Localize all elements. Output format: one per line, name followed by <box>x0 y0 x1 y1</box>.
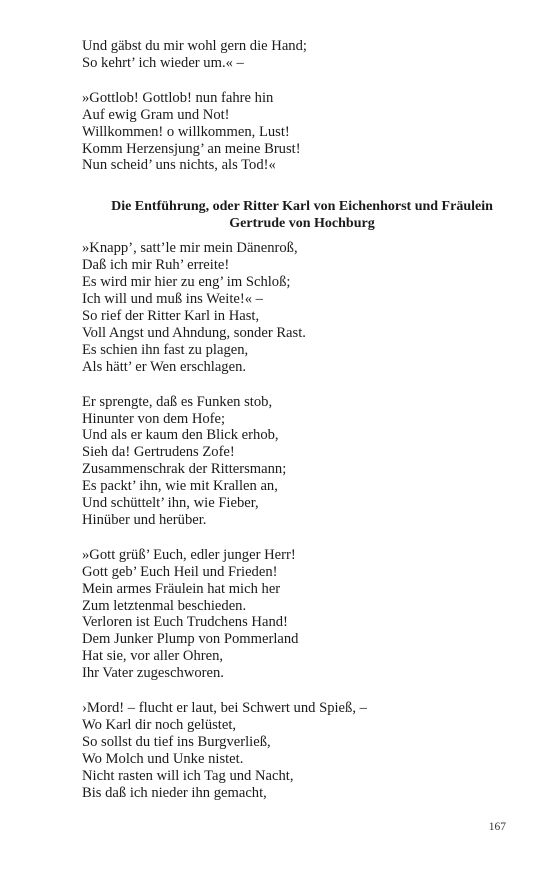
verse-line: Daß ich mir Ruh’ erreite! <box>82 257 230 274</box>
verse-line: Hat sie, vor aller Ohren, <box>82 648 224 665</box>
verse-line: Bis daß ich nieder ihn gemacht, <box>82 784 267 801</box>
verse-line: Ich will und muß ins Weite!« – <box>82 291 263 308</box>
verse-line: Komm Herzensjung’ an meine Brust! <box>82 140 301 157</box>
verse-line: Nicht rasten will ich Tag und Nacht, <box>82 767 294 784</box>
stanza-3 <box>82 547 522 682</box>
poem-title-line-2: Gertrude von Hochburg <box>229 216 375 232</box>
page-number: 167 <box>488 821 506 833</box>
verse-line: Und als er kaum den Blick erhob, <box>82 427 279 444</box>
verse-line: Es packt’ ihn, wie mit Krallen an, <box>82 478 278 495</box>
verse-line: »Gott grüß’ Euch, edler junger Herr! <box>82 546 296 563</box>
stanza-2 <box>82 394 522 529</box>
verse-line: ›Mord! – flucht er laut, bei Schwert und Spieß, – <box>82 700 367 717</box>
verse-line: Und gäbst du mir wohl gern die Hand; <box>82 38 307 54</box>
verse-line: Wo Karl dir noch gelüstet, <box>82 717 237 733</box>
verse-line: Wo Molch und Unke nistet. <box>82 750 244 767</box>
verse-line: Nun scheid’ uns nichts, als Tod!« <box>82 157 276 174</box>
verse-line: »Gottlob! Gottlob! nun fahre hin <box>82 89 274 106</box>
verse-line: Zum letztenmal beschieden. <box>82 597 247 614</box>
poem-title-line-1: Die Entführung, oder Ritter Karl von Eichenhorst und Fräulein <box>111 199 493 215</box>
verse-line: »Knapp’, satt’le mir mein Dänenroß, <box>82 240 298 257</box>
verse-line: Es schien ihn fast zu plagen, <box>82 341 249 358</box>
verse-line: Sieh da! Gertrudens Zofe! <box>82 444 235 461</box>
verse-line: Zusammenschrak der Rittersmann; <box>82 461 287 478</box>
verse-line: Willkommen! o willkommen, Lust! <box>82 123 290 140</box>
verse-line: Gott geb’ Euch Heil und Frieden! <box>82 563 278 580</box>
verse-line: So kehrt’ ich wieder um.« – <box>82 54 244 71</box>
verse-line: Es wird mir hier zu eng’ im Schloß; <box>82 274 291 291</box>
verse-line: So sollst du tief ins Burgverließ, <box>82 733 271 750</box>
verse-line: So rief der Ritter Karl in Hast, <box>82 307 260 324</box>
stanza-1 <box>82 240 522 375</box>
stanza-4 <box>82 700 522 801</box>
verse-line: Auf ewig Gram und Not! <box>82 106 230 123</box>
verse-line: Hinüber und herüber. <box>82 511 207 528</box>
verse-line: Ihr Vater zugeschworen. <box>82 665 224 682</box>
stanza-top <box>82 38 522 72</box>
verse-line: Er sprengte, daß es Funken stob, <box>82 393 273 410</box>
verse-line: Voll Angst und Ahndung, sonder Rast. <box>82 324 306 341</box>
verse-line: Und schüttelt’ ihn, wie Fieber, <box>82 495 259 512</box>
verse-line: Dem Junker Plump von Pommerland <box>82 631 299 648</box>
book-page <box>82 38 522 820</box>
stanza-gottlob <box>82 90 522 175</box>
verse-line: Mein armes Fräulein hat mich her <box>82 580 281 597</box>
verse-line: Als hätt’ er Wen erschlagen. <box>82 358 247 375</box>
verse-line: Verloren ist Euch Trudchens Hand! <box>82 614 288 631</box>
verse-line: Hinunter von dem Hofe; <box>82 410 226 427</box>
poem-title <box>82 198 522 232</box>
